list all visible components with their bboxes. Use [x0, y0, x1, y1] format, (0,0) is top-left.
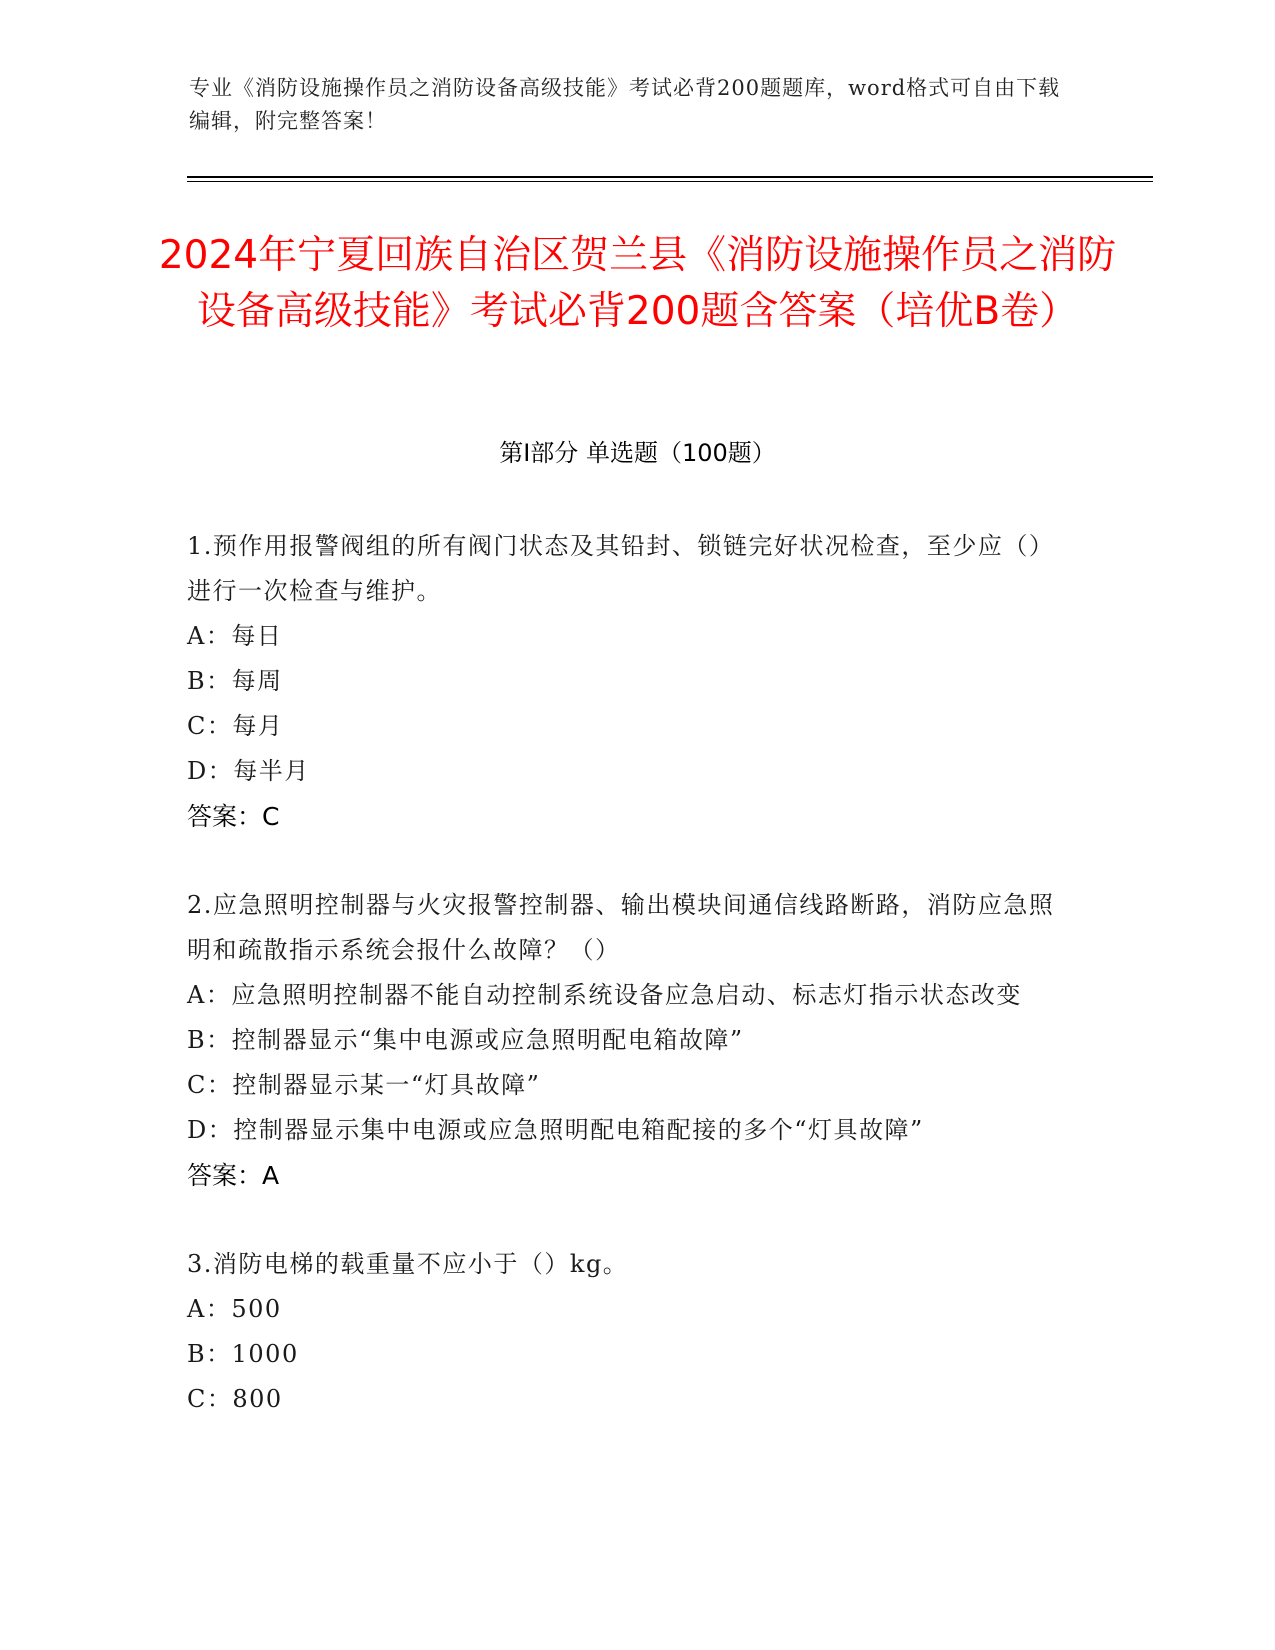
option-c: C：每月 [187, 712, 284, 740]
question-stem: 2.应急照明控制器与火灾报警控制器、输出模块间通信线路断路，消防应急照明和疏散指示系统会报什么故障？（） [187, 891, 1055, 964]
option-b: B：1000 [187, 1340, 299, 1368]
document-title: 2024年宁夏回族自治区贺兰县《消防设施操作员之消防设备高级技能》考试必背200题含答案（培优B卷） [158, 233, 1117, 334]
option-b: B：控制器显示“集中电源或应急照明配电箱故障” [187, 1026, 744, 1054]
option-a: A：500 [187, 1295, 282, 1323]
option-c: C：控制器显示某一“灯具故障” [187, 1071, 541, 1099]
question-list [187, 524, 1067, 1466]
option-d: D：每半月 [187, 757, 310, 785]
question-3 [187, 1242, 1067, 1422]
question-1 [187, 524, 1067, 839]
option-a: A：每日 [187, 622, 283, 650]
option-c: C：800 [187, 1385, 283, 1413]
header-divider-thick [187, 176, 1153, 178]
question-2 [187, 883, 1067, 1198]
section-title: 第Ⅰ部分 单选题（100题） [499, 439, 776, 467]
option-a: A：应急照明控制器不能自动控制系统设备应急启动、标志灯指示状态改变 [187, 981, 1022, 1009]
option-d: D：控制器显示集中电源或应急照明配电箱配接的多个“灯具故障” [187, 1116, 924, 1144]
header-divider-thin [187, 181, 1153, 182]
question-answer: 答案：C [187, 802, 280, 831]
question-stem: 1.预作用报警阀组的所有阀门状态及其铅封、锁链完好状况检查，至少应（）进行一次检查与维护。 [187, 532, 1055, 605]
question-stem: 3.消防电梯的载重量不应小于（）kg。 [187, 1250, 629, 1278]
option-b: B：每周 [187, 667, 283, 695]
question-answer: 答案：A [187, 1161, 280, 1190]
header-note: 专业《消防设施操作员之消防设备高级技能》考试必背200题题库，word格式可自由下载编辑，附完整答案！ [189, 76, 1061, 133]
